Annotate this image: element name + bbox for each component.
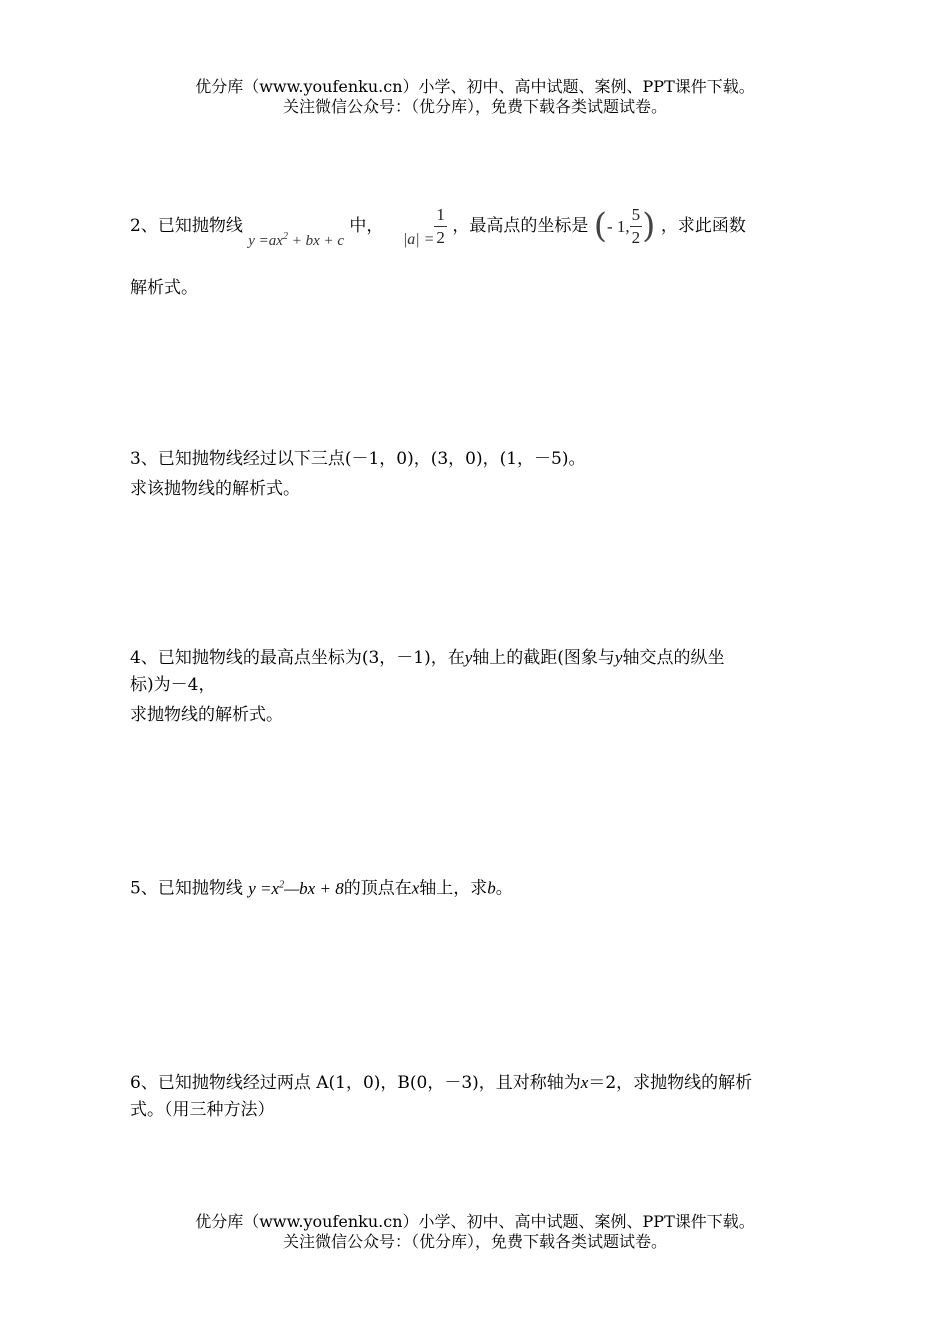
q2-comma-text: ，最高点的坐标是: [452, 216, 589, 236]
q2-point-numerator: 5: [630, 204, 643, 227]
q2-eq-square: 2: [282, 231, 288, 242]
q5-eq-rest: —bx + 8: [284, 878, 344, 898]
question-5-line-1: [130, 872, 820, 902]
q4-part-2: 轴上的截距(图象与: [472, 648, 615, 668]
q5-mid: 的顶点在: [343, 878, 412, 899]
footer-line-2: 关注微信公众号：（优分库），免费下载各类试题试卷。: [282, 1232, 667, 1251]
header-line-2: 关注微信公众号：（优分库），免费下载各类试题试卷。: [282, 97, 667, 116]
q6-x-var: x: [580, 1073, 589, 1092]
q4-part-3: 轴交点的纵坐: [622, 648, 725, 668]
q2-eq-rest: + bx + c: [287, 233, 345, 249]
q4-y-var-2: y: [614, 648, 623, 667]
q5-eq-equals: =: [255, 878, 272, 898]
q2-abs-a: |a|: [402, 231, 420, 248]
q2-prefix: 2、已知抛物线: [130, 216, 243, 236]
question-3-line-2: 求该抛物线的解析式。: [130, 479, 300, 499]
footer-line-1: 优分库（www.youfenku.cn）小学、初中、高中试题、案例、PPT课件下载。: [195, 1212, 755, 1231]
q2-tail: ，求此函数: [660, 216, 746, 236]
q2-eq-ax: ax: [268, 233, 283, 249]
question-4-line-3: 求抛物线的解析式。: [130, 705, 283, 725]
q5-end: 。: [495, 878, 513, 899]
question-6-line-2: 式。（用三种方法）: [130, 1100, 275, 1120]
q2-right-paren: ): [642, 206, 656, 246]
q4-part-1: 4、已知抛物线的最高点坐标为(3，－1)，在: [130, 648, 465, 668]
q6-part-2: ＝2，求抛物线的解析: [588, 1073, 753, 1093]
question-4-line-2: 标)为－4，: [130, 675, 216, 695]
q2-abs-equals: =: [419, 231, 435, 248]
q2-left-paren: (: [593, 206, 607, 246]
q2-point-denominator: 2: [631, 228, 641, 247]
q5-x-var: x: [411, 878, 420, 898]
question-2-line-2: 解析式。: [130, 278, 198, 298]
question-4-line-1: [130, 645, 820, 671]
q2-abs-a-expr: [403, 227, 435, 252]
q4-y-var-1: y: [464, 648, 473, 667]
question-6-line-1: [130, 1070, 820, 1096]
q2-eq-equals: =: [254, 233, 269, 249]
q5-equation: [248, 879, 343, 898]
q6-part-1: 6、已知抛物线经过两点 A(1，0)，B(0，－3)，且对称轴为: [130, 1073, 581, 1093]
q5-mid-2: 轴上，求: [419, 878, 488, 899]
q2-mid: 中，: [349, 216, 384, 236]
q5-b-var: b: [487, 878, 496, 898]
q2-eq-y: y: [248, 233, 255, 249]
q5-eq-square: 2: [279, 879, 285, 890]
question-2-line-1: [130, 204, 746, 249]
q2-half-numerator: 1: [434, 204, 447, 227]
q5-eq-y: y: [248, 878, 256, 898]
q2-equation: [248, 224, 344, 254]
header-line-1: 优分库（www.youfenku.cn）小学、初中、高中试题、案例、PPT课件下载。: [195, 77, 755, 96]
q5-prefix: 5、已知抛物线: [130, 878, 243, 899]
q2-point-x: - 1,: [607, 217, 630, 236]
question-3-line-1: 3、已知抛物线经过以下三点(－1，0)，(3，0)，(1，－5)。: [130, 449, 586, 469]
q2-half-denominator: 2: [436, 228, 445, 247]
q2-point-fraction: [630, 204, 643, 249]
q2-half-fraction: [434, 204, 447, 249]
q5-eq-x: x: [271, 878, 280, 898]
